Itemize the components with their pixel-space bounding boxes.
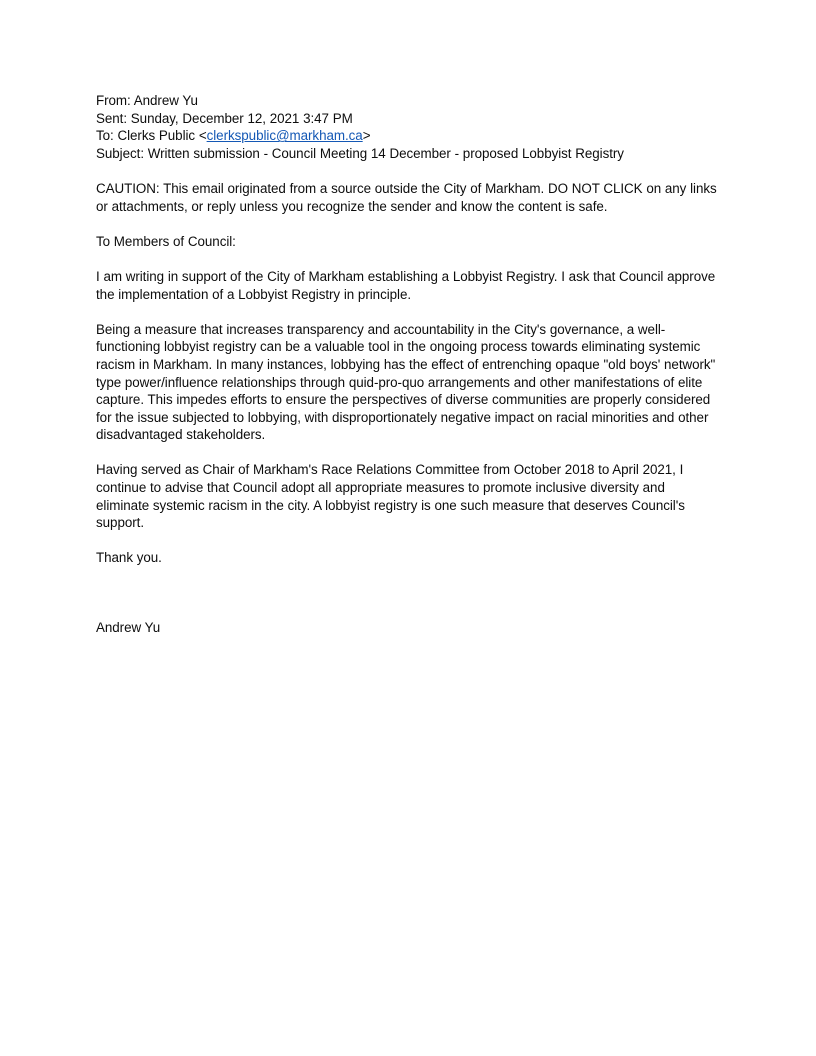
email-header-block — [96, 92, 718, 162]
body-paragraph-3: Having served as Chair of Markham's Race Relations Committee from October 2018 to April 2021, I continue to advise that Council adopt all appropriate measures to promote inclusive diversity and eliminate systemic racism in the city. A lobbyist registry is one such measure that deserves Council's support. — [96, 462, 685, 531]
email-to-prefix: To: Clerks Public < — [96, 128, 207, 144]
email-to-suffix: > — [362, 128, 371, 144]
email-sent-line: Sent: Sunday, December 12, 2021 3:47 PM — [96, 110, 353, 126]
salutation: To Members of Council: — [96, 233, 236, 249]
document-content — [96, 92, 718, 637]
body-paragraph-1: I am writing in support of the City of Markham establishing a Lobbyist Registry. I ask that Council approve the implementation of a Lobbyist Registry in principle. — [96, 268, 716, 302]
email-to-line — [96, 127, 718, 145]
caution-notice: CAUTION: This email originated from a source outside the City of Markham. DO NOT CLICK on any links or attachments, or reply unless you recognize the sender and know the content is safe. — [96, 180, 717, 214]
signature-name: Andrew Yu — [96, 620, 161, 636]
closing-line: Thank you. — [96, 550, 162, 566]
recipient-email-link[interactable]: clerkspublic@markham.ca — [206, 128, 363, 144]
email-from-line: From: Andrew Yu — [96, 93, 198, 108]
body-paragraph-2: Being a measure that increases transparency and accountability in the City's governance, a well-functioning lobbyist registry can be a valuable tool in the ongoing process towards eliminating systemic racism in Markham. In many instances, lobbying has the effect of entrenching opaque "old boys' network" type power/influence relationships through quid-pro-quo arrangements and other manifestations of elite capture. This impedes efforts to ensure the perspectives of diverse communities are properly considered for the issue subjected to lobbying, with disproportionately negative impact on racial minorities and other disadvantaged stakeholders. — [96, 321, 716, 443]
email-subject-line: Subject: Written submission - Council Meeting 14 December - proposed Lobbyist Registry — [96, 145, 624, 161]
signature-spacer — [96, 567, 718, 619]
